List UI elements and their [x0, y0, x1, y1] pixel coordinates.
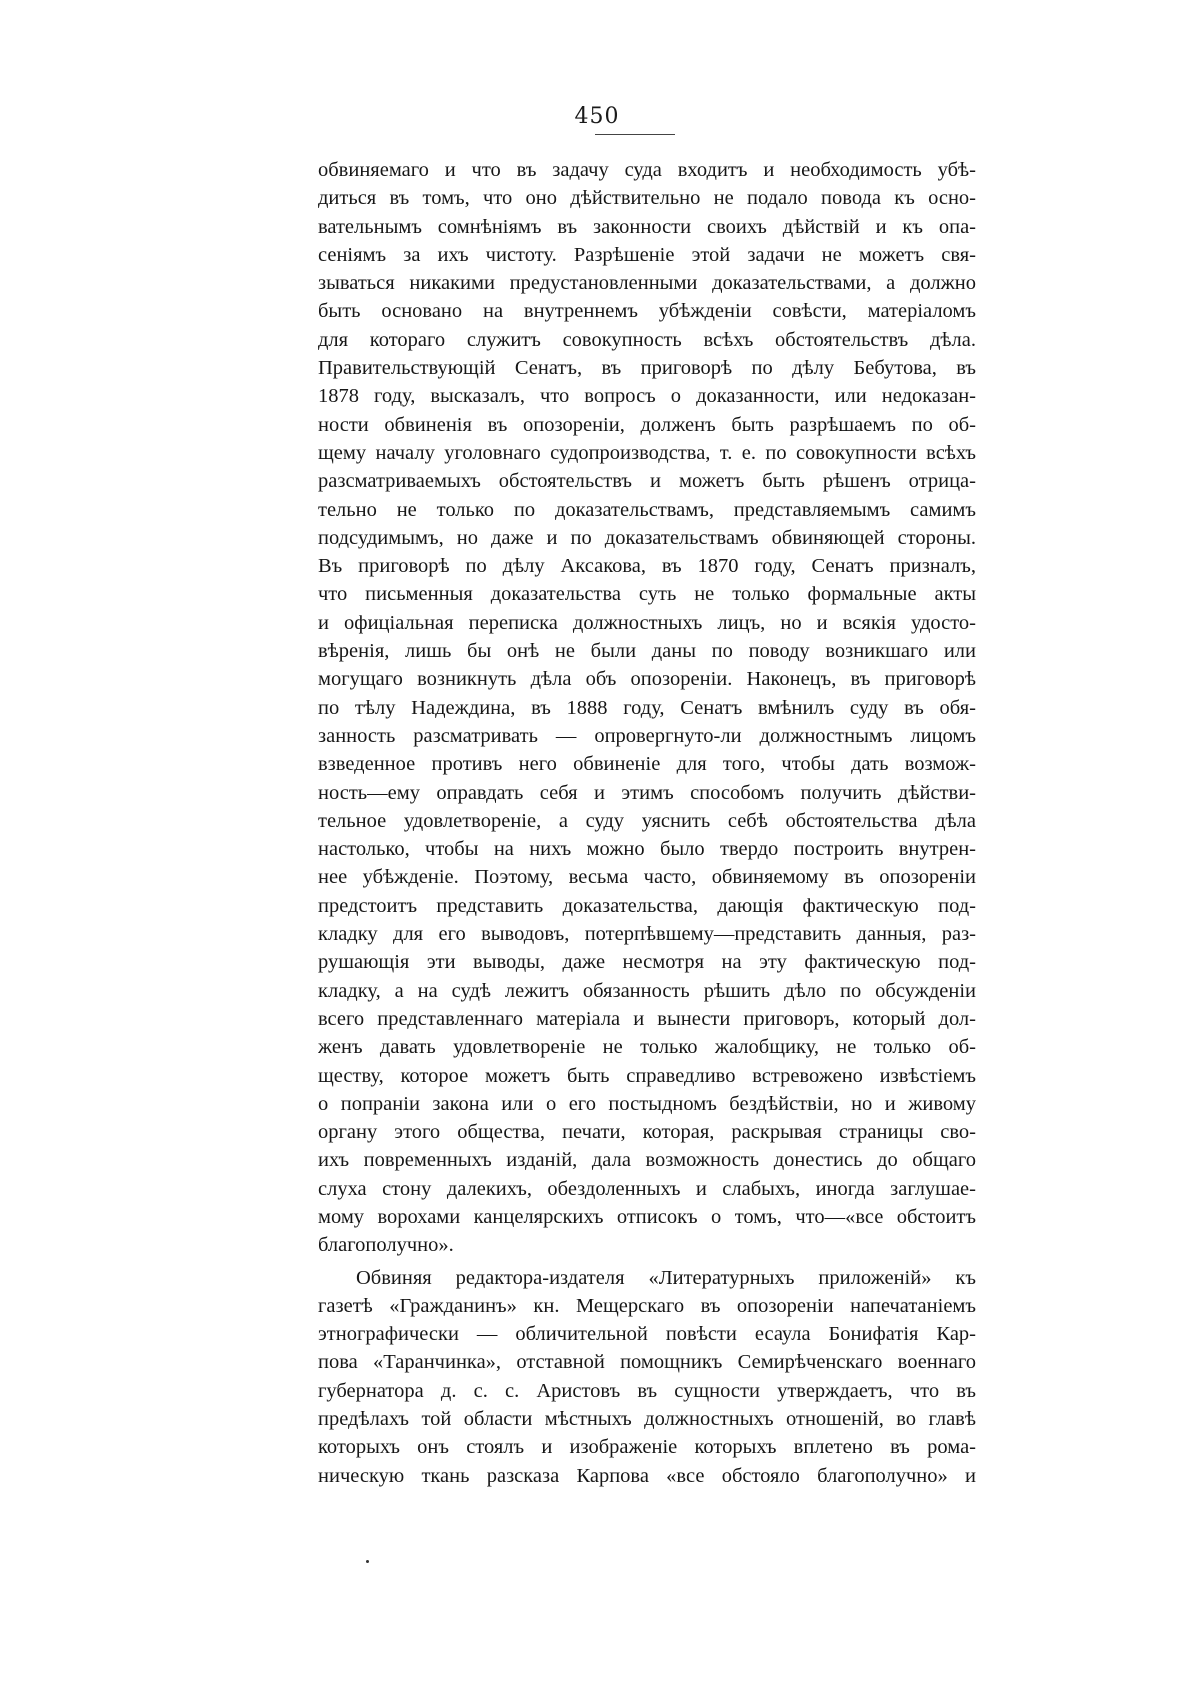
text-line: женъ давать удовлетвореніе не только жалобщику, не только об-	[318, 1036, 976, 1059]
paragraph-1	[318, 156, 976, 1260]
text-line: могущаго возникнуть дѣла объ опозореніи. Наконецъ, въ приговорѣ	[318, 668, 976, 691]
text-line: вательнымъ сомнѣніямъ въ законности своихъ дѣйствій и къ опа-	[318, 215, 976, 238]
text-line: подсудимымъ, но даже и по доказательствамъ обвиняющей стороны.	[318, 526, 976, 549]
text-line: по тѣлу Надеждина, въ 1888 году, Сенатъ вмѣнилъ суду въ обя-	[318, 696, 976, 719]
text-line: всего представленнаго матеріала и вынести приговоръ, который дол-	[318, 1007, 976, 1030]
text-line: мому ворохами канцелярскихъ отписокъ о томъ, что—«все обстоитъ	[318, 1205, 976, 1228]
text-line: 1878 году, высказалъ, что вопросъ о доказанности, или недоказан-	[318, 385, 976, 408]
text-line: занность разсматривать — опровергнуто-ли должностнымъ лицомъ	[318, 724, 976, 747]
text-line: Обвиняя редактора-издателя «Литературныхъ приложеній» къ	[356, 1266, 976, 1289]
text-line: Правительствующій Сенатъ, въ приговорѣ по дѣлу Бебутова, въ	[318, 357, 976, 380]
body-text	[318, 156, 976, 1490]
text-line: настолько, чтобы на нихъ можно было твердо построить внутрен-	[318, 838, 976, 861]
text-line: нее убѣжденіе. Поэтому, весьма часто, обвиняемому въ опозореніи	[318, 866, 976, 889]
text-line: вѣренія, лишь бы онѣ не были даны по поводу возникшаго или	[318, 640, 976, 663]
text-line: сеніямъ за ихъ чистоту. Разрѣшеніе этой задачи не можетъ свя-	[318, 243, 976, 266]
text-line: предѣлахъ той области мѣстныхъ должностныхъ отношеній, во главѣ	[318, 1408, 976, 1431]
text-line: рушающія эти выводы, даже несмотря на эту фактическую под-	[318, 951, 976, 974]
text-line: взведенное противъ него обвиненіе для того, чтобы дать возмож-	[318, 753, 976, 776]
text-line: ности обвиненія въ опозореніи, долженъ быть разрѣшаемъ по об-	[318, 413, 976, 436]
text-line: предстоитъ представить доказательства, дающія фактическую под-	[318, 894, 976, 917]
text-line: что письменныя доказательства суть не только формальные акты	[318, 583, 976, 606]
text-line: ническую ткань разсказа Карпова «все обстояло благополучно» и	[318, 1464, 976, 1487]
text-line: тельное удовлетвореніе, а суду уяснить себѣ обстоятельства дѣла	[318, 809, 976, 832]
text-line: и офиціальная переписка должностныхъ лицъ, но и всякія удосто-	[318, 611, 976, 634]
ink-speck	[366, 1560, 369, 1563]
text-line: диться въ томъ, что оно дѣйствительно не подало повода къ осно-	[318, 187, 976, 210]
text-line: зываться никакими предустановленными доказательствами, а должно	[318, 272, 976, 295]
text-line: обвиняемаго и что въ задачу суда входитъ и необходимость убѣ-	[318, 159, 976, 181]
text-line: органу этого общества, печати, которая, раскрывая страницы сво-	[318, 1121, 976, 1144]
text-line: Въ приговорѣ по дѣлу Аксакова, въ 1870 году, Сенатъ призналъ,	[318, 555, 976, 578]
paragraph-2	[318, 1264, 976, 1490]
page-number-rule	[595, 134, 675, 135]
text-line: для котораго служитъ совокупность всѣхъ обстоятельствъ дѣла.	[318, 328, 976, 351]
text-line: которыхъ онъ стоялъ и изображеніе которыхъ вплетено въ рома-	[318, 1436, 976, 1459]
text-line: быть основано на внутреннемъ убѣжденіи совѣсти, матеріаломъ	[318, 300, 976, 323]
text-line: кладку для его выводовъ, потерпѣвшему—представить данныя, раз-	[318, 923, 976, 946]
text-line: разсматриваемыхъ обстоятельствъ и можетъ быть рѣшенъ отрица-	[318, 470, 976, 493]
text-line: кладку, а на судѣ лежитъ обязанность рѣшить дѣло по обсужденіи	[318, 979, 976, 1002]
text-line: благополучно».	[318, 1234, 454, 1257]
text-line: губернатора д. с. с. Аристовъ въ сущности утверждаетъ, что въ	[318, 1379, 976, 1402]
text-line: пова «Таранчинка», отставной помощникъ Семирѣченскаго военнаго	[318, 1351, 976, 1374]
text-line: ществу, которое можетъ быть справедливо встревожено извѣстіемъ	[318, 1064, 976, 1087]
text-line: о попраніи закона или о его постыдномъ бездѣйствіи, но и живому	[318, 1092, 976, 1115]
text-line: газетѣ «Гражданинъ» кн. Мещерскаго въ опозореніи напечатаніемъ	[318, 1294, 976, 1317]
text-line: щему началу уголовнаго судопроизводства, т. е. по совокупности всѣхъ	[318, 441, 976, 464]
text-line: тельно не только по доказательствамъ, представляемымъ самимъ	[318, 498, 976, 521]
text-line: этнографически — обличительной повѣсти есаула Бонифатія Кар-	[318, 1323, 976, 1346]
page-number: 450	[574, 104, 620, 129]
text-line: слуха стону далекихъ, обездоленныхъ и слабыхъ, иногда заглушае-	[318, 1177, 976, 1200]
text-line: ихъ повременныхъ изданій, дала возможность донестись до общаго	[318, 1149, 976, 1172]
text-line: ность—ему оправдать себя и этимъ способомъ получить дѣйстви-	[318, 781, 976, 804]
